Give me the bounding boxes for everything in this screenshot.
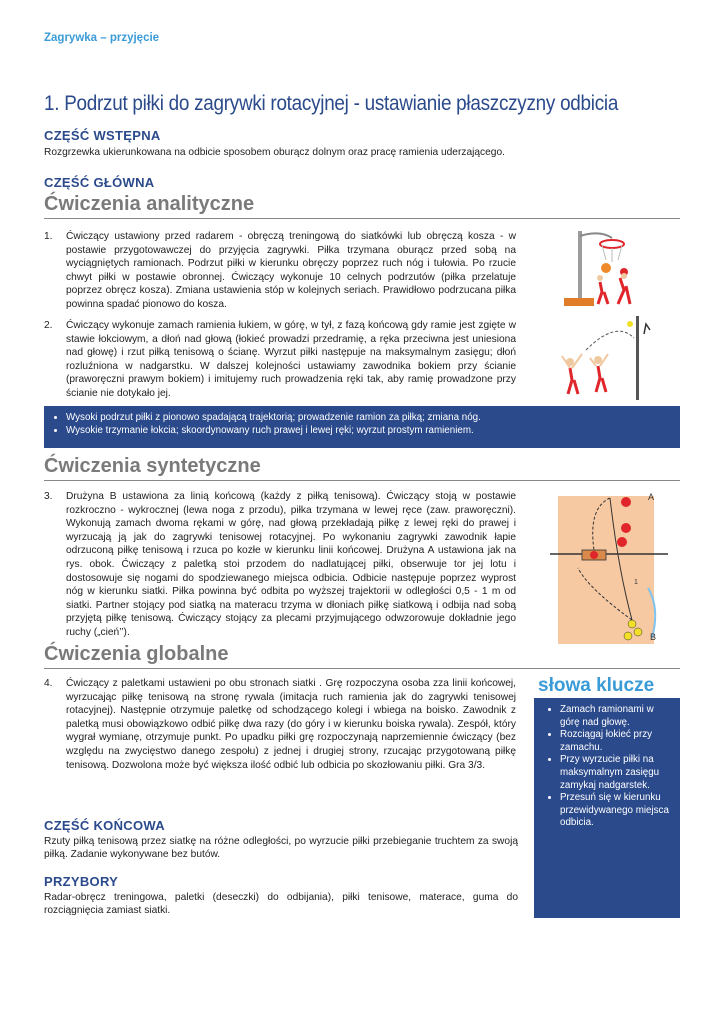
exercise-text: Ćwiczący wykonuje zamach ramienia łukiem, w górę, w tył, z fazą końcową gdy ramie jest zgięte w stawie łokciowym, a dłoń nad głową (łokieć prowadzi przedramię, a ręka przeciwna jest uniesiona nad głowę) i rzut piłką tenisową o ścianę. Wyrzut piłki następuje na maksymalnym zasięgu; dłoń rozluźniona w nadgarstku. W dalszej kolejności ustawiamy zawodnika bokiem przy ścianie (praworęczni prawym bokiem) i imitujemy ruch prowadzenia ręki tak, aby ramię prowadzone przy ścianie nie dotykało jej. — [66, 320, 516, 399]
divider — [44, 480, 680, 481]
globalne-heading: Ćwiczenia globalne — [44, 643, 229, 665]
divider — [44, 668, 680, 669]
przybory-heading: PRZYBORY — [44, 874, 119, 889]
keywords-box — [534, 698, 680, 918]
section-header: Zagrywka – przyjęcie — [44, 32, 160, 44]
keyword-item: • Zamach ramionami w górę nad głowę. — [560, 704, 674, 729]
koncowa-text: Rzuty piłką tenisową przez siatkę na różne odległości, po wyrzucie piłki przebieganie truchtem za swoją piłką. Zadanie wykonywane bez butów. — [44, 836, 518, 860]
hoop-drill-illustration — [560, 226, 660, 310]
item-number: 3. — [44, 491, 53, 502]
exercise-text: Ćwiczący z paletkami ustawieni po obu stronach siatki . Grę rozpoczyna osoba zza linii końcowej, wyrzucając piłkę tenisową na stronę rywala (imitacja ruch ramienia jak do zagrywki tenisowej rotacyjnej). Następnie otrzymuje paletkę od schodzącego kolegi i wbiega na boisko. Zawodnik z paletką musi obowiązkowo odbić piłkę dwa razy (do góry i w kierunku boiska rywala). Zespół, który wygrał wymianę, otrzymuje punkt. Po upadku piłki grę rozpoczynają naprzemiennie ćwiczący (bez względu na zwycięstwo danego zespołu) z jednej i drugiej strony, rzucając przygotowaną piłkę tenisową. Dozwolona może być większa ilość odbić lub odbicia po skozłowaniu piłki. Gra 3/3. — [66, 678, 516, 771]
divider — [44, 218, 680, 219]
koncowa-heading: CZĘŚĆ KOŃCOWA — [44, 818, 165, 833]
glowna-heading: CZĘŚĆ GŁÓWNA — [44, 175, 155, 190]
keyword-item: • Przy wyrzucie piłki na maksymalnym zasięgu zamykaj nadgarstek. — [560, 754, 674, 792]
exercise-text: Ćwiczący ustawiony przed radarem - obręczą treningową do siatkówki lub obręczą kosza - w postawie przygotowawczej do przyjęcia zagrywki. Piłka trzymana oburącz przed sobą na wyciągniętych ramionach. Podrzut piłki w kierunku obręczy poprzez ruch nóg i tułowia. Po rzucie chwyt piłki w postawie obronnej. Ćwiczący wykonuje 10 celnych podrzutów (piłka przelatuje poprzez obręcz kosza). Zmiana ustawienia stóp w kolejnych seriach. Prawidłowo podrzucana piłka powinna spadać pionowo do kosza. — [66, 231, 516, 310]
team-b-label: B — [650, 632, 657, 642]
analityczne-heading: Ćwiczenia analityczne — [44, 193, 255, 215]
item-number: 2. — [44, 320, 53, 331]
wstepna-text: Rozgrzewka ukierunkowana na odbicie sposobem oburącz dolnym oraz pracę ramienia uderzającego. — [44, 147, 505, 158]
keyword-item: • Przesuń się w kierunku przewidywanego miejsca odbicia. — [560, 792, 674, 830]
keyword-item: • Rozciągaj łokieć przy zamachu. — [560, 729, 674, 754]
syntetyczne-heading: Ćwiczenia syntetyczne — [44, 455, 261, 477]
team-a-label: A — [648, 492, 655, 502]
tip-item: • Wysoki podrzut piłki z pionowo spadającą trajektorią; prowadzenie ramion za piłką; zmiana nóg. — [66, 412, 680, 425]
wall-throw-illustration — [556, 310, 666, 402]
keywords-title: słowa klucze — [538, 675, 655, 696]
tips-box — [44, 406, 680, 448]
court-diagram — [548, 488, 674, 648]
page-title: 1. Podrzut piłki do zagrywki rotacyjnej - ustawianie płaszczyzny odbicia — [44, 92, 619, 115]
exercise-text: Drużyna B ustawiona za linią końcową (każdy z piłką tenisową). Ćwiczący stoją w postawie rozkroczno - wykrocznej (lewa noga z przodu), piłka trzymana w lewej ręce (zaw. praworęczni). Wykonują zamach dwoma rękami w górę, nad głową przekładają piłkę z lewej ręki do prawej i wyrzucają ją jak do zagrywki tenisowej rotacyjnej. Po wykonaniu zagrywki zawodnik łapie odrzuconą piłkę tenisową i rzuca po kozłe w kierunku linii końcowej. Drużyna A ustawiona jak na rys. obok. Ćwiczący z paletką stoi przodem do nadlatującej piłki, obserwuje tor jej lotu i dostosowuje się nogami do spodziewanego miejsca odbicia. Odbicie następuje poprzez wyprost nóg w kierunku siatki. Piłka powinna być odbita po wyższej trajektorii w odległości 0,5 - 1 m od siatki. Partner stojący pod siatką na materacu trzyma w dłoniach piłkę siatkową i odbija nad sobą przyjętą piłkę tenisową. Ćwiczący stojący za plecami przyjmującego odwzorowuje dokładnie jego ruchy („cień’’). — [66, 491, 516, 638]
wstepna-heading: CZĘŚĆ WSTĘPNA — [44, 128, 161, 143]
tip-item: • Wysokie trzymanie łokcia; skoordynowany ruch prawej i lewej ręki; wyrzut prostym ramieniem. — [66, 425, 680, 438]
item-number: 1. — [44, 231, 53, 242]
przybory-text: Radar-obręcz treningowa, paletki (deseczki) do odbijania), piłki tenisowe, materace, guma do rozciągnięcia zamiast siatki. — [44, 892, 518, 916]
path-label: 1 — [634, 579, 638, 586]
item-number: 4. — [44, 678, 53, 689]
